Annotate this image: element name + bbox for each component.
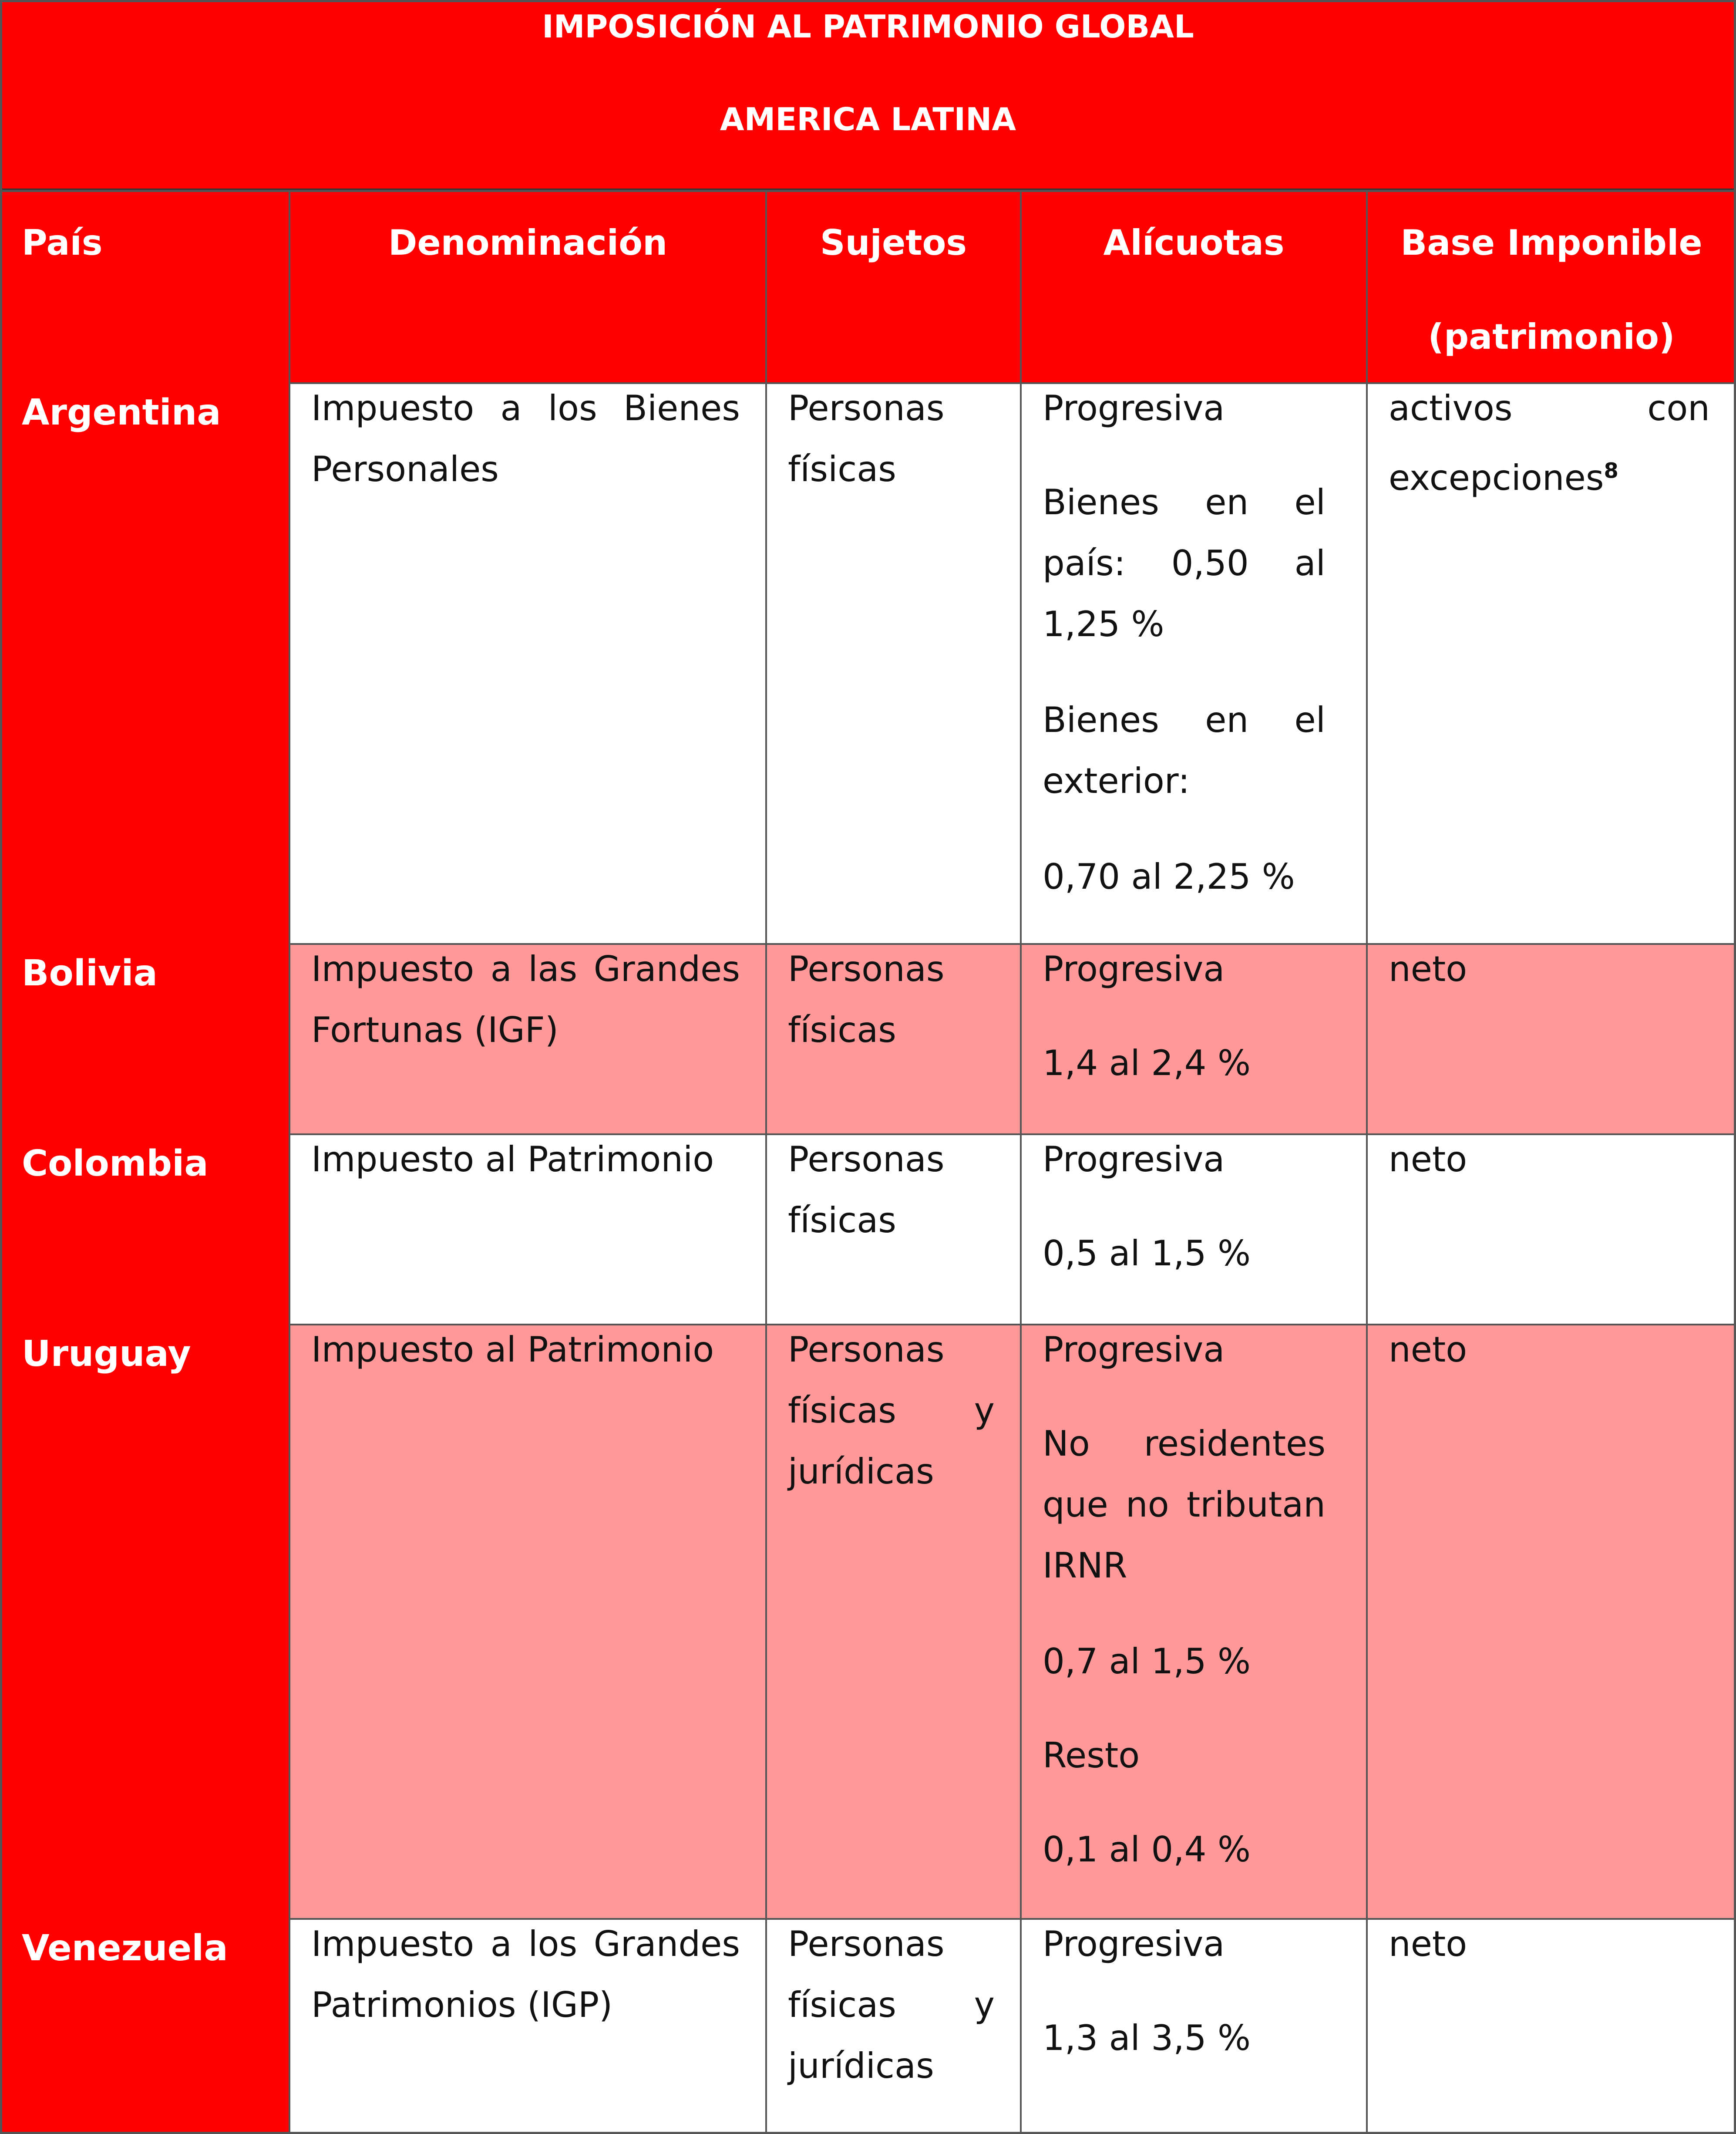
row-divider [289, 1918, 1736, 1920]
header-alicuotas-label: Alícuotas [1103, 223, 1285, 263]
alicuotas-text-line: 0,70 al 2,25 % [1043, 856, 1295, 897]
header-pais-label: País [22, 223, 103, 263]
cell-sujetos [766, 1918, 1021, 2134]
denominacion-text-line: Fortunas (IGF) [311, 1010, 558, 1050]
cell-alicuotas [1021, 943, 1367, 1133]
base-text-line: neto [1389, 949, 1467, 989]
denominacion-text-line: Impuesto a los Grandes [311, 1924, 740, 1964]
sujetos-text-line: Personas [788, 949, 945, 989]
title-line-2: AMERICA LATINA [720, 101, 1016, 138]
footnote-marker: 8 [1604, 458, 1618, 483]
cell-pais [0, 1324, 289, 1918]
border-left [0, 0, 2, 2134]
sujetos-text-line: Personas [788, 1139, 945, 1180]
cell-denominacion [289, 1133, 766, 1324]
border-right [1734, 0, 1736, 2134]
denominacion-text-line: Impuesto al Patrimonio [311, 1329, 714, 1370]
cell-base [1367, 1324, 1736, 1918]
alicuotas-text-line: 1,25 % [1043, 604, 1164, 644]
sujetos-text-line: jurídicas [788, 1451, 934, 1492]
header-base-line-2: (patrimonio) [1428, 317, 1675, 357]
sujetos-text-line: Personas [788, 388, 945, 428]
header-base-imponible [1367, 191, 1736, 382]
alicuotas-text-line: Resto [1043, 1735, 1140, 1776]
alicuotas-text-line: Progresiva [1043, 388, 1225, 428]
cell-denominacion [289, 1918, 766, 2134]
cell-alicuotas [1021, 1324, 1367, 1918]
column-divider [1366, 191, 1368, 2134]
alicuotas-text-line: exterior: [1043, 761, 1190, 801]
header-denominacion [289, 191, 766, 382]
cell-alicuotas [1021, 1133, 1367, 1324]
sujetos-text-line: físicas y [788, 1985, 995, 2025]
denominacion-text-line: Patrimonios (IGP) [311, 1985, 613, 2025]
country-name: Colombia [22, 1143, 209, 1184]
cell-base [1367, 943, 1736, 1133]
country-name: Venezuela [22, 1928, 228, 1969]
base-text-line: excepciones$^8$ [1389, 458, 1618, 498]
country-name: Argentina [22, 392, 221, 433]
sujetos-text-line: físicas [788, 1010, 896, 1050]
table-title [0, 0, 1736, 191]
cell-alicuotas [1021, 382, 1367, 943]
header-sujetos-label: Sujetos [820, 223, 967, 263]
base-text-line: neto [1389, 1329, 1467, 1370]
denominacion-text-line: Impuesto a las Grandes [311, 949, 740, 989]
border-top [0, 0, 1736, 2]
sujetos-text-line: Personas [788, 1924, 945, 1964]
title-divider [0, 190, 1736, 192]
header-base-line-1: Base Imponible [1400, 223, 1702, 263]
column-divider [1020, 191, 1022, 2134]
sujetos-text-line: físicas y [788, 1390, 995, 1431]
cell-sujetos [766, 1133, 1021, 1324]
header-alicuotas [1021, 191, 1367, 382]
alicuotas-text-line: Progresiva [1043, 1329, 1225, 1370]
header-pais [0, 191, 289, 382]
alicuotas-text-line: No residentes [1043, 1423, 1326, 1464]
cell-denominacion [289, 1324, 766, 1918]
alicuotas-text-line: 0,7 al 1,5 % [1043, 1641, 1251, 1682]
alicuotas-text-line: 1,3 al 3,5 % [1043, 2018, 1251, 2058]
cell-pais [0, 1133, 289, 1324]
cell-alicuotas [1021, 1918, 1367, 2134]
column-divider [765, 191, 767, 2134]
alicuotas-text-line: IRNR [1043, 1545, 1127, 1586]
sujetos-text-line: físicas [788, 1200, 896, 1241]
alicuotas-text-line: Bienes en el [1043, 700, 1326, 740]
base-text-line: neto [1389, 1924, 1467, 1964]
sujetos-text-line: jurídicas [788, 2046, 934, 2086]
cell-sujetos [766, 1324, 1021, 1918]
alicuotas-text-line: Progresiva [1043, 949, 1225, 989]
cell-pais [0, 382, 289, 943]
header-denominacion-label: Denominación [388, 223, 668, 263]
cell-pais [0, 1918, 289, 2134]
cell-denominacion [289, 943, 766, 1133]
denominacion-text-line: Impuesto al Patrimonio [311, 1139, 714, 1180]
denominacion-text-line: Personales [311, 449, 499, 489]
alicuotas-text-line: Progresiva [1043, 1139, 1225, 1180]
country-name: Bolivia [22, 953, 158, 994]
alicuotas-text-line: 0,1 al 0,4 % [1043, 1829, 1251, 1870]
denominacion-text-line: Impuesto a los Bienes [311, 388, 740, 428]
alicuotas-text-line: 0,5 al 1,5 % [1043, 1233, 1251, 1274]
cell-sujetos [766, 382, 1021, 943]
cell-base [1367, 382, 1736, 943]
row-divider [289, 382, 1736, 384]
cell-denominacion [289, 382, 766, 943]
cell-base [1367, 1133, 1736, 1324]
row-divider [289, 1324, 1736, 1325]
cell-sujetos [766, 943, 1021, 1133]
sujetos-text-line: físicas [788, 449, 896, 489]
alicuotas-text-line: país: 0,50 al [1043, 543, 1326, 583]
alicuotas-text-line: 1,4 al 2,4 % [1043, 1043, 1251, 1083]
cell-pais [0, 943, 289, 1133]
title-line-1: IMPOSICIÓN AL PATRIMONIO GLOBAL [542, 8, 1194, 45]
row-divider [289, 943, 1736, 945]
alicuotas-text-line: Bienes en el [1043, 482, 1326, 523]
header-sujetos [766, 191, 1021, 382]
border-bottom [0, 2132, 1736, 2134]
base-text-line: neto [1389, 1139, 1467, 1180]
alicuotas-text-line: que no tributan [1043, 1484, 1326, 1525]
column-divider [289, 191, 290, 2134]
cell-base [1367, 1918, 1736, 2134]
base-text-line: activos con [1389, 388, 1710, 428]
sujetos-text-line: Personas [788, 1329, 945, 1370]
alicuotas-text-line: Progresiva [1043, 1924, 1225, 1964]
country-name: Uruguay [22, 1333, 191, 1375]
row-divider [289, 1133, 1736, 1135]
